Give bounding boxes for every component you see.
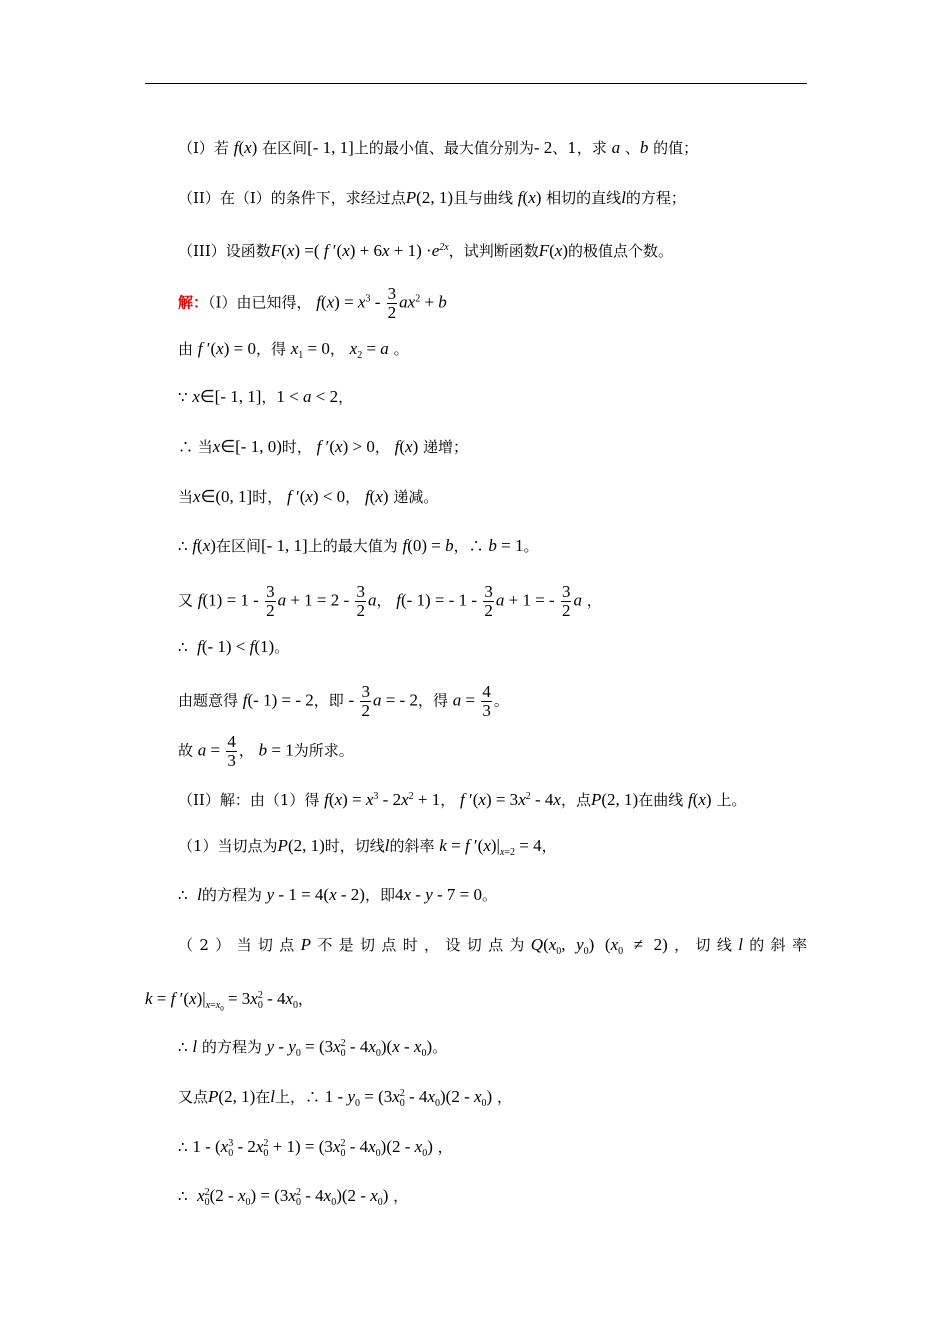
question-part-3: （III）设函数F(x) =( f $'(x) + 6x + 1) \cdot e^{2x}$，试判断函数F(x)的极值点个数。 [178, 241, 674, 260]
solution-line-6: ∴ f(x)在区间[- 1, 1]上的最大值为 f(0) = b，∴ b = 1。 [178, 536, 539, 555]
solution-line-18: ∴ $1 - (x_0^3 - 2x_0^2 + 1) = (3x_0^2 - 4x_0)(2 - x_0)$ ， [178, 1137, 453, 1159]
solution-line-11: （II）解：由（1）得 $f(x) = x^3 - 2x^2 + 1$， f $'(x) = 3x^2 - 4x$，点P(2, 1)在曲线 f(x) 上。 [178, 790, 747, 809]
solution-label: 解： [178, 293, 209, 312]
solution-line-5: 当x∈(0, 1]时， f ′(x) < 0， f(x) 递减。 [178, 487, 439, 506]
solution-line-17: 又点P(2, 1)在l上，∴ $1 - y_0 = (3x_0^2 - 4x_0)(2 - x_0)$ ， [178, 1087, 512, 1109]
solution-line-13: ∴ l的方程为 y - 1 = 4(x - 2)，即4x - y - 7 = 0。 [178, 885, 497, 904]
solution-line-19: ∴ $x_0^2(2 - x_0) = (3x_0^2 - 4x_0)(2 - x_0)$ ， [178, 1186, 409, 1208]
solution-line-10: 故 a = $\frac{4}{3}$ ， b = 1为所求。 [178, 732, 354, 770]
solution-line-8: ∴ f(- 1) < f(1)。 [178, 637, 290, 656]
solution-line-3: ∵ x∈[- 1, 1]，1 < a < 2， [178, 387, 354, 406]
question-part-2: （II）在（I）的条件下，求经过点P(2, 1)且与曲线 f(x) 相切的直线l的方程； [178, 188, 686, 207]
solution-line-14: （2）当切点P不是切点时，设切点为$Q(x_0$, $y_0$) $(x_0 \ne 2)$，切线l的斜率 [178, 935, 807, 957]
solution-line-9: 由题意得 f(- 1) = - 2，即 - $\frac{3}{2}$ a = - 2，得 a = $\frac{4}{3}$ 。 [178, 682, 509, 720]
solution-line-2: 由 f ′(x) = 0，得 $x_1 = 0$， $x_2 = a$ 。 [178, 339, 409, 361]
solution-line-1: 解：（I）由已知得， $f(x) = x^3$ - $\frac{3}{2}$ $ax^2 + b$ [178, 284, 447, 322]
solution-line-15: k = f $'(x)|_{x=x_0} = 3x_0^2 - 4x_0$， [145, 989, 314, 1013]
solution-line-4: ∴ 当x∈[- 1, 0)时， f ′(x) > 0， f(x) 递增； [178, 437, 469, 456]
solution-line-7: 又 f(1) = 1 - $\frac{3}{2}$ a + 1 = 2 - $\frac{3}{2}$ a， f(- 1) = - 1 - $\frac{3}{2}$ a + 1 = - $\frac{3}{2}$ a ， [178, 582, 602, 620]
solution-line-16: ∴ l 的方程为 $y - y_0 = (3x_0^2 - 4x_0)(x - x_0)$。 [178, 1037, 448, 1059]
solution-line-12: （1）当切点为P(2, 1)时，切线l的斜率 k = f $'(x)|_{x=2} = 4$， [178, 836, 557, 858]
question-part-1: （I）若 f(x) 在区间[- 1, 1]上的最小值、最大值分别为- 2、1，求 a 、b 的值； [178, 138, 699, 157]
header-rule [145, 83, 807, 84]
